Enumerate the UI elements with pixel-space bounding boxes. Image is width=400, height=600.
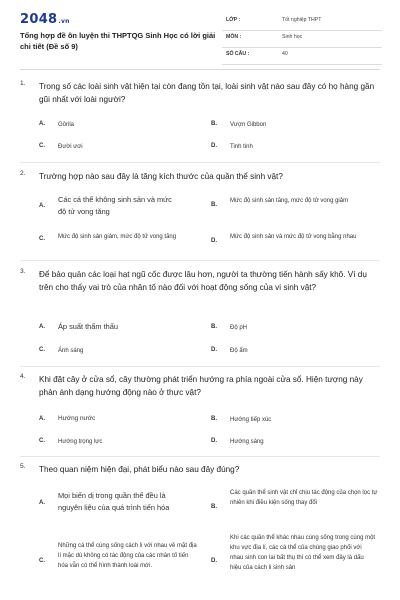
option-letter: B. [211, 202, 217, 208]
meta-row-count [222, 48, 382, 65]
option-text: Độ pH [230, 325, 248, 331]
option-letter: C. [39, 438, 45, 444]
header-divider [20, 69, 380, 70]
option-letter: A. [39, 121, 45, 127]
option-letter: B. [211, 416, 217, 422]
document-title: Tổng hợp đề ôn luyện thi THPTQG Sinh Học có lời giải chi tiết (Đề số 9) [20, 31, 216, 51]
meta-value: 40 [282, 51, 288, 57]
logo-suffix: .vn [58, 18, 70, 25]
question-divider [20, 456, 380, 457]
question-text: Để bảo quản các loại hạt ngũ cốc được lâu hơn, người ta thường tiến hành sấy khô. Ví dụ trên cho thấy vai trò của nhân tố nào đối với hoạt động sống của vi sinh vật? [39, 270, 367, 292]
meta-key: SỐ CÂU : [226, 51, 250, 57]
option-text: Vượn Gibbon [230, 122, 267, 128]
option-letter: A. [39, 416, 45, 422]
option-letter: A. [39, 324, 45, 330]
document-meta [222, 14, 382, 65]
option-text: Những cá thể cùng sống cách li với nhau về mặt địa lí mặc dù không có tác động của các nhân tố tiến hóa vẫn có thể hình thành loài mới. [58, 543, 197, 569]
option-letter: C. [39, 236, 45, 242]
question-divider [20, 162, 380, 163]
option-letter: D. [211, 558, 217, 564]
option-text: Các quần thể sinh vật chỉ chịu tác động của chọn lọc tự nhiên khi điều kiện sống thay đổi [230, 490, 378, 506]
option-text: Hướng nước [58, 415, 96, 422]
option-letter: C. [39, 347, 45, 353]
option-letter: A. [39, 203, 45, 209]
option-text: Tinh tinh [230, 144, 253, 150]
document-header [0, 0, 400, 72]
question-number: 3. [20, 268, 26, 275]
question-text: Trong số các loài sinh vật hiện tại còn đang tồn tại, loài sinh vật nào sau đây có họ hàng gần gũi nhất với loài người? [39, 82, 375, 104]
option-text: Mức độ sinh sản tăng, mức độ tử vong giảm [230, 198, 349, 204]
option-text: Mức độ sinh sản và mức độ tử vong bằng nhau [230, 234, 357, 240]
option-letter: A. [39, 500, 45, 506]
option-letter: B. [211, 324, 217, 330]
meta-value: Tốt nghiệp THPT [282, 17, 322, 23]
option-text: Đười ươi [58, 144, 83, 150]
option-text: Ánh sáng [58, 348, 84, 354]
meta-key: LỚP : [226, 17, 241, 23]
option-letter: B. [211, 504, 217, 510]
question-divider [20, 366, 380, 367]
option-letter: B. [211, 121, 217, 127]
option-text: Hướng sáng [230, 439, 264, 445]
option-letter: D. [211, 438, 217, 444]
option-letter: C. [39, 143, 45, 149]
option-letter: D. [211, 347, 217, 353]
question-number: 1. [20, 80, 26, 87]
meta-row-class [222, 14, 382, 31]
option-text: Khi các quần thể khác nhau cùng sống trong cùng một khu vực địa lí, các cá thể của chúng giao phối với nhau sinh con lai bất thụ thì có thể xem đây là dấu hiệu của cách li sinh sản [230, 535, 376, 571]
option-text: Hướng trọng lực [58, 439, 103, 445]
option-letter: D. [211, 143, 217, 149]
option-text: Mọi biến dị trong quần thể đều là nguyên liệu của quá trình tiến hóa [58, 491, 170, 512]
logo-text: 2048 [20, 12, 58, 27]
question-number: 2. [20, 170, 26, 177]
meta-key: MÔN : [226, 34, 242, 40]
question-text: Trường hợp nào sau đây là tăng kích thước của quần thể sinh vật? [39, 172, 283, 181]
question-number: 4. [20, 373, 26, 380]
option-text: Độ ẩm [230, 348, 248, 354]
option-letter: C. [39, 558, 45, 564]
question-number: 5. [20, 463, 26, 470]
option-text: Áp suất thẩm thấu [58, 322, 118, 331]
question-text: Khi đặt cây ở cửa sổ, cây thường phát triển hướng ra phía ngoài cửa sổ. Hiện tượng này phản ánh dạng hướng động nào ở thực vật? [39, 375, 363, 397]
site-logo[interactable] [20, 12, 70, 27]
option-text: Các cá thể không sinh sản và mức độ tử vong tăng [58, 195, 172, 216]
option-text: Hướng tiếp xúc [230, 417, 272, 423]
question-text: Theo quan niệm hiện đại, phát biểu nào sau đây đúng? [39, 465, 240, 474]
meta-row-subject [222, 31, 382, 48]
option-text: Gôrila [58, 122, 75, 128]
meta-value: Sinh học [282, 34, 303, 40]
option-letter: D. [211, 238, 217, 244]
question-divider [20, 260, 380, 261]
option-text: Mức độ sinh sản giảm, mức độ tử vong tăng [58, 234, 177, 240]
